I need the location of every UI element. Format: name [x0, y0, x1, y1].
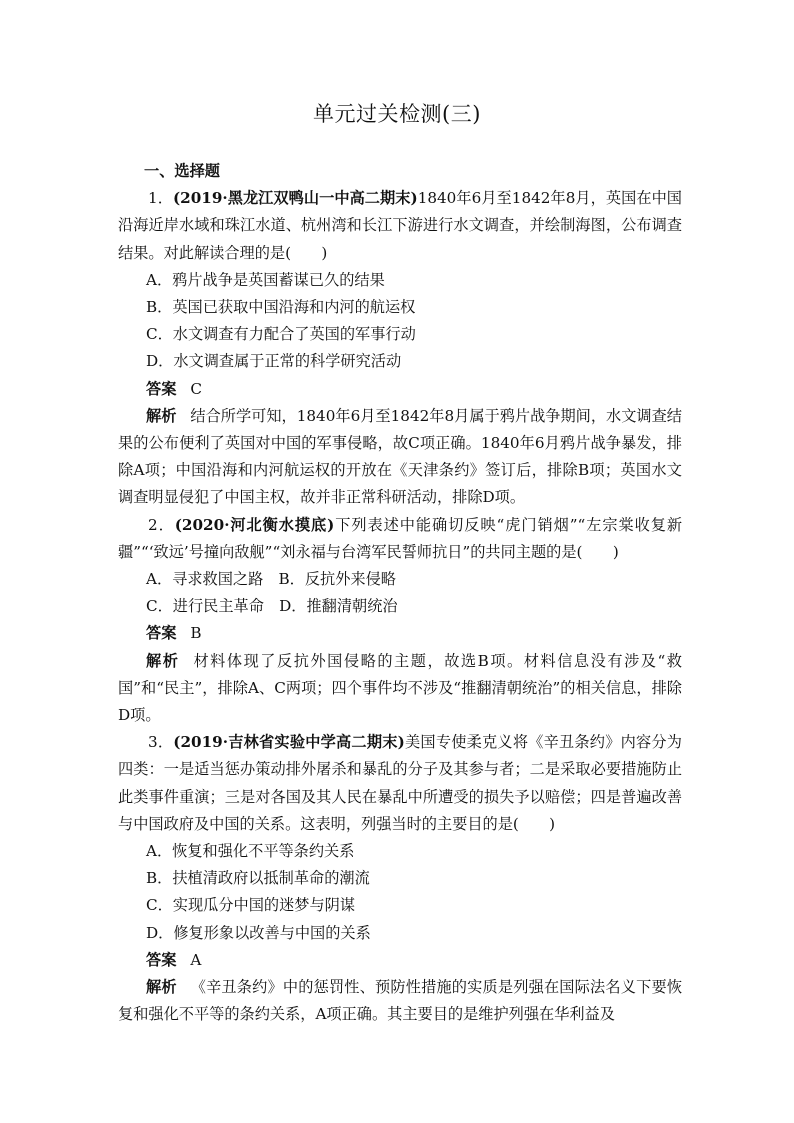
- answer-line: [146, 620, 682, 647]
- section-heading: 一、选择题: [144, 162, 220, 180]
- answer-line: [146, 947, 682, 974]
- option-b: B．反抗外来侵略: [278, 570, 396, 589]
- analysis-paragraph: 解析 结合所学可知，1840年6月至1842年8月属于鸦片战争期间，水文调查结果的公布便利了英国对中国的军事侵略，故C项正确。1840年6月鸦片战争暴发，排除A项；中国沿海和内河航运权的开放在《天津条约》签订后，排除B项；英国水文调查明显侵犯了中国主权，故并非正常科研活动，排除D项。: [118, 406, 682, 507]
- option-c: C．实现瓜分中国的迷梦与阴谋: [146, 896, 356, 915]
- page-title: 单元过关检测(三): [313, 102, 481, 126]
- option-d: D．水文调查属于正常的科学研究活动: [146, 352, 402, 371]
- analysis-paragraph: 解析 《辛丑条约》中的惩罚性、预防性措施的实质是列强在国际法名义下要恢复和强化不平等的条约关系，A项正确。其主要目的是维护列强在华利益及: [118, 978, 683, 1024]
- option-row-cd: [146, 593, 682, 620]
- option-row-ab: [146, 566, 682, 593]
- analysis-paragraph: 解析 材料体现了反抗外国侵略的主题，故选B项。材料信息没有涉及“救国”和“民主”，排除A、C两项；四个事件均不涉及“推翻清朝统治”的相关信息，排除D项。: [118, 651, 682, 725]
- option-b: B．英国已获取中国沿海和内河的航运权: [146, 298, 416, 317]
- analysis-label: 解析: [146, 651, 180, 670]
- answer-value: B: [190, 624, 202, 643]
- option-c: C．水文调查有力配合了英国的军事行动: [146, 325, 416, 344]
- question-stem: 2．(2020·河北衡水摸底)下列表述中能确切反映“虎门销烟”“左宗棠收复新疆”“‘致远’号撞向敌舰”“刘永福与台湾军民誓师抗日”的共同主题的是( ): [118, 515, 683, 561]
- analysis-label: 解析: [146, 978, 177, 997]
- question-stem: 3．(2019·吉林省实验中学高二期末)美国专使柔克义将《辛丑条约》内容分为四类：一是适当惩办策动排外屠杀和暴乱的分子及其参与者；二是采取必要措施防止此类事件重演；三是对各国及其人民在暴乱中所遭受的损失予以赔偿；四是普遍改善与中国政府及中国的关系。这表明，列强当时的主要目的是( ): [118, 733, 682, 833]
- option-a: A．寻求救国之路: [146, 570, 264, 589]
- option-c: C．进行民主革命: [146, 597, 264, 616]
- answer-label: 答案: [146, 624, 177, 643]
- option-a: A．恢复和强化不平等条约关系: [146, 842, 355, 861]
- answer-label: 答案: [146, 950, 177, 969]
- option-d: D．推翻清朝统治: [279, 597, 398, 616]
- question-3: [118, 729, 682, 1028]
- answer-value: A: [190, 950, 202, 969]
- question-stem: 1．(2019·黑龙江双鸭山一中高二期末)1840年6月至1842年8月，英国在中国沿海近岸水域和珠江水道、杭州湾和长江下游进行水文调查，并绘制海图，公布调查结果。对此解读合理的是( ): [118, 189, 682, 262]
- question-2: [118, 512, 682, 730]
- answer-value: C: [190, 379, 202, 398]
- analysis-label: 解析: [146, 406, 177, 425]
- question-1: [118, 185, 682, 511]
- option-d: D．修复形象以改善与中国的关系: [146, 923, 371, 942]
- answer-line: [146, 376, 682, 403]
- answer-label: 答案: [146, 379, 177, 398]
- option-a: A．鸦片战争是英国蓄谋已久的结果: [146, 270, 385, 289]
- question-source: (2020·河北衡水摸底): [174, 515, 335, 534]
- document-body: [118, 158, 682, 1029]
- option-b: B．扶植清政府以抵制革命的潮流: [146, 869, 370, 888]
- question-source: (2019·黑龙江双鸭山一中高二期末): [172, 189, 418, 208]
- question-source: (2019·吉林省实验中学高二期末): [173, 733, 405, 752]
